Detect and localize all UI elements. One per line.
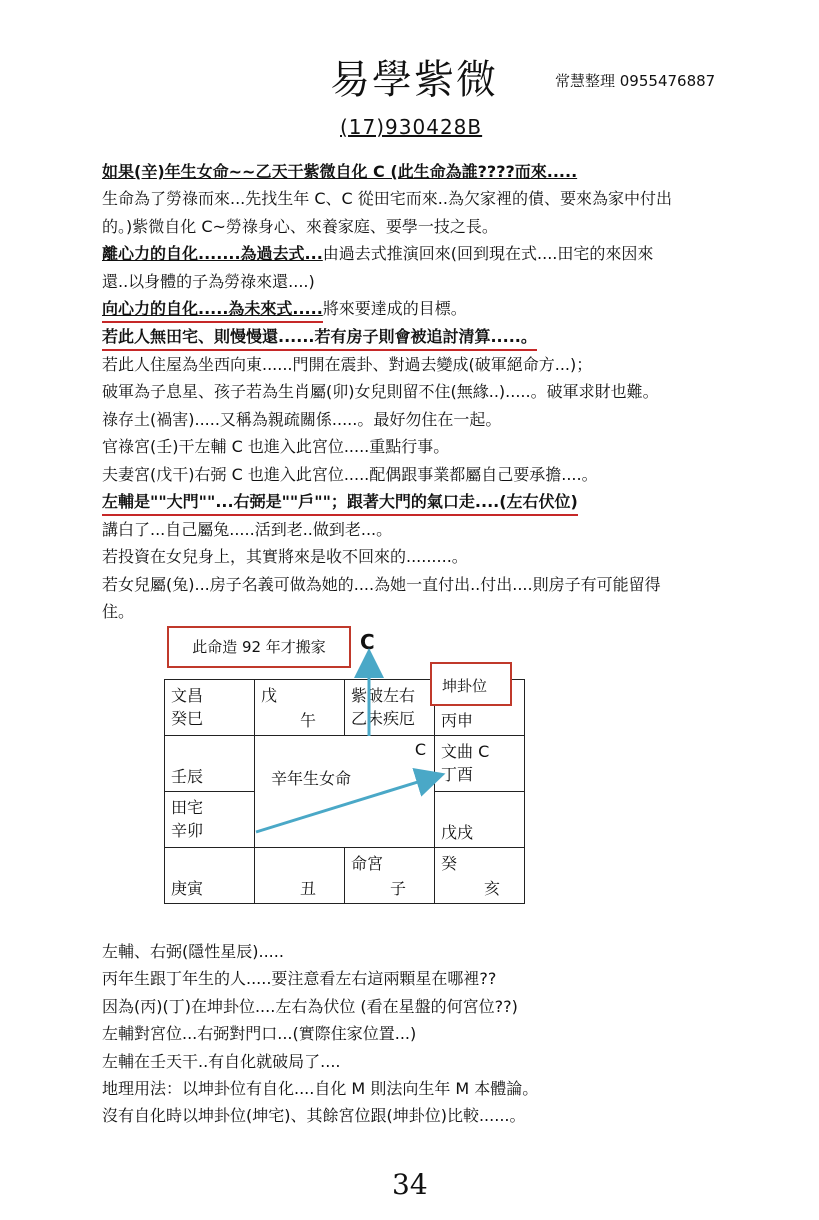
palace-star: 戊 [261, 686, 278, 705]
palace-star: 田宅 [171, 798, 204, 817]
page-title: 易學紫微 [330, 57, 498, 103]
center-text: 辛年生女命 [271, 769, 352, 788]
text-line: 如果(辛)年生女命~~乙天干紫微自化 C (此生命為誰????而來..... [102, 162, 578, 181]
text-line: 左輔在壬天干..有自化就破局了.... [102, 1051, 341, 1071]
palace-branch: 庚寅 [171, 879, 204, 898]
text-line: 住。 [102, 602, 135, 622]
text-line: 的。)紫微自化 C~勞祿身心、來養家庭、要學一技之長。 [102, 216, 498, 236]
palace-branch: 戊戌 [441, 823, 474, 842]
text-line: 若投資在女兒身上，其實將來是收不回來的.........。 [102, 547, 468, 567]
emphasis-text: 向心力的自化.....為未來式..... [102, 297, 323, 323]
text-line: 因為(丙)(丁)在坤卦位....左右為伏位 (看在星盤的何宮位??) [102, 996, 518, 1016]
palace-branch: 癸巳 [171, 709, 204, 728]
palace-star: 命宮 [351, 854, 384, 873]
text-line: 生命為了勞祿而來...先找生年 C、C 從田宅而來..為欠家裡的債、要來為家中付出 [102, 189, 672, 209]
text-line: 丙年生跟丁年生的人.....要注意看左右這兩顆星在哪裡?? [102, 969, 497, 989]
palace-star: 文曲 C [441, 742, 490, 761]
text-line: 講白了...自己屬兔.....活到老..做到老...。 [102, 520, 393, 540]
text-line: 若女兒屬(兔)...房子名義可做為她的....為她一直付出..付出....則房子有可能留得 [102, 574, 661, 594]
text-span: 將來要達成的目標。 [322, 299, 467, 319]
emphasis-text: 左輔是""大門""...右弼是""戶""；跟著大門的氣口走....(左右伏位) [102, 490, 578, 516]
palace-branch: 辛卯 [171, 821, 204, 840]
palace-star: 文昌 [171, 686, 204, 705]
c-label: C [360, 630, 375, 654]
text-line: 沒有自化時以坤卦位(坤宅)、其餘宮位跟(坤卦位)比較......。 [102, 1106, 526, 1126]
text-line: 左輔對宮位...右弼對門口...(實際住家位置...) [102, 1024, 417, 1044]
text-line: 破軍為子息星、孩子若為生肖屬(卯)女兒則留不住(無緣..).....。破軍求財也難。 [102, 382, 659, 402]
text-line: 若此人住屋為坐西向東......門開在震卦、對過去變成(破軍絕命方...)； [102, 355, 593, 375]
palace-branch: 午 [299, 711, 316, 730]
center-c-label: C [414, 740, 426, 759]
text-line: 左輔、右弼(隱性星辰)..... [102, 942, 284, 961]
diagonal-arrow [256, 777, 434, 832]
text-line: 還..以身體的子為勞祿來還....) [102, 271, 315, 291]
text-line: 夫妻宮(戊干)右弼 C 也進入此宮位.....配偶跟事業都屬自己要承擔....。 [102, 464, 598, 484]
palace-branch: 壬辰 [171, 767, 204, 786]
text-line: 官祿宮(壬)干左輔 C 也進入此宮位.....重點行事。 [102, 437, 450, 457]
palace-branch: 乙未疾厄 [351, 709, 416, 728]
document-code: (17)930428B [340, 115, 483, 139]
move-note-box: 此命造 92 年才搬家 [167, 626, 351, 668]
page-number: 34 [392, 1168, 428, 1201]
palace-branch: 丙申 [441, 711, 474, 730]
text-line: 祿存土(禍害).....又稱為親疏關係.....。最好勿住在一起。 [102, 409, 502, 429]
text-span: 由過去式推演回來(回到現在式....田宅的來因來 [322, 244, 654, 264]
palace-branch: 亥 [483, 879, 500, 898]
bottom-text-block [102, 938, 732, 1130]
palace-star: 癸 [441, 854, 458, 873]
palace-branch: 丁酉 [441, 765, 474, 784]
palace-star: 紫破左右 [351, 686, 416, 705]
emphasis-text: 離心力的自化.......為過去式... [102, 244, 323, 264]
text-line: 地理用法：以坤卦位有自化....自化 M 則法向生年 M 本體論。 [102, 1079, 539, 1099]
palace-branch: 子 [389, 879, 406, 898]
emphasis-text: 若此人無田宅、則慢慢還......若有房子則會被追討清算.....。 [102, 325, 537, 351]
kun-position-box: 坤卦位 [430, 662, 512, 706]
palace-branch: 丑 [299, 879, 316, 898]
author-line: 常慧整理 0955476887 [555, 72, 716, 90]
